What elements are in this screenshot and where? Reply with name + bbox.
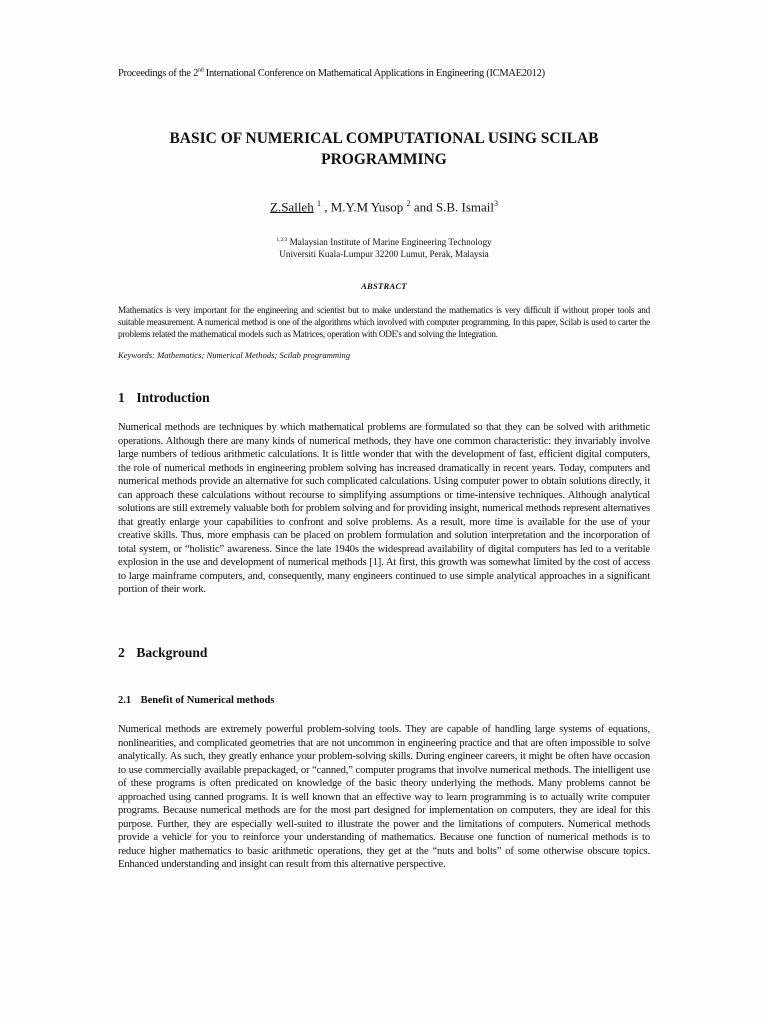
keywords: Keywords: Mathematics; Numerical Methods; Scilab programming: [118, 350, 351, 360]
paper-title-line-1: BASIC OF NUMERICAL COMPUTATIONAL USING SCILAB: [169, 130, 599, 147]
benefit-paragraph: Numerical methods are extremely powerful problem-solving tools. They are capable of handling large systems of equations, nonlinearities, and complicated geometries that are not uncommon in engineering practice and that are often impossible to solve analytically. As such, they greatly enhance your problem-solving skills. During engineer careers, it might be often have occasion to use commercially available prepackaged, or “canned,” computer programs that involve numerical methods. The intelligent use of these programs is often predicated on knowledge of the basic theory underlying the methods. Many problems cannot be approached using canned programs. It is well known that an effective way to learn programming is to actually write computer programs. Because numerical methods are for the most part designed for implementation on computers, they are ideal for this purpose. Further, they are especially well-suited to illustrate the power and the limitations of computers. Numerical methods provide a vehicle for you to reinforce your understanding of mathematics. Because one function of numerical methods is to reduce higher mathematics to basic arithmetic operations, they get at the “nuts and bolts” of some otherwise obscure topics. Enhanced understanding and insight can result from this alternative perspective.: [118, 724, 650, 870]
section-heading-background: [118, 645, 207, 661]
affiliation-address: Universiti Kuala-Lumpur 32200 Lumut, Perak, Malaysia: [279, 249, 489, 260]
section-title: Background: [136, 645, 208, 660]
abstract-body: Mathematics is very important for the engineering and scientist but to make understand the mathematics is very difficult if without proper tools and suitable measurement. A numerical method is one of the algorithms which involved with computer programming. In this paper, Scilab is used to carter the problems related the mathematical models such as Matrices, operation with ODE's and solving the Integration.: [118, 305, 650, 339]
section-number: 2: [118, 645, 125, 660]
section-heading-introduction: [118, 390, 210, 406]
introduction-paragraph: Numerical methods are techniques by which mathematical problems are formulated so that they can be solved with arithmetic operations. Although there are many kinds of numerical methods, they have one common characteristic: they invariably involve large numbers of tedious arithmetic calculations. It is little wonder that with the development of fast, efficient digital computers, the role of numerical methods in engineering problem solving has increased dramatically in recent years. Today, computers and numerical methods provide an alternative for such complicated calculations. Using computer power to obtain solutions directly, it can approach these calculations without recourse to simplifying assumptions or time-intensive techniques. Although analytical solutions are still extremely valuable both for problem solving and for providing insight, numerical methods represent alternatives that greatly enlarge your capabilities to confront and solve problems. As a result, more time is available for the use of your creative skills. Thus, more emphasis can be placed on problem formulation and solution interpretation and the incorporation of total system, or “holistic” awareness. Since the late 1940s the widespread availability of digital computers has led to a veritable explosion in the use and development of numerical methods [1]. At first, this growth was somewhat limited by the cost of access to large mainframe computers, and, consequently, many engineers continued to use simple analytical approaches in a significant portion of their work.: [118, 422, 650, 595]
subsection-heading-benefit: [118, 695, 274, 706]
section-number: 1: [118, 390, 125, 405]
proceedings-text: Proceedings of the 2: [118, 68, 199, 79]
affiliation-marks: 1,2,3: [276, 237, 288, 243]
author-3-affil-mark: 3: [493, 199, 498, 208]
author-1: Z.Salleh: [270, 199, 314, 215]
proceedings-ordinal: nd: [198, 67, 204, 74]
affiliation-institute: Malaysian Institute of Marine Engineering Technology: [287, 237, 492, 248]
paper-title-line-2: PROGRAMMING: [321, 151, 447, 168]
abstract-heading: ABSTRACT: [361, 281, 407, 291]
author-2: , M.Y.M Yusop: [320, 199, 404, 215]
proceedings-header: [118, 68, 678, 79]
section-title: Introduction: [136, 390, 210, 405]
paper-title: [118, 128, 650, 170]
author-2-affil-mark: 2: [406, 199, 411, 208]
affiliation-line-1: [118, 234, 650, 248]
subsection-number: 2.1: [118, 695, 132, 706]
affiliation: [118, 234, 650, 260]
proceedings-text-rest: International Conference on Mathematical Applications in Engineering (ICMAE2012): [203, 68, 545, 79]
author-list: [118, 199, 650, 215]
subsection-title: Benefit of Numerical methods: [140, 695, 275, 706]
author-3: and S.B. Ismail: [410, 199, 494, 215]
author-1-affil-mark: 1: [316, 199, 321, 208]
